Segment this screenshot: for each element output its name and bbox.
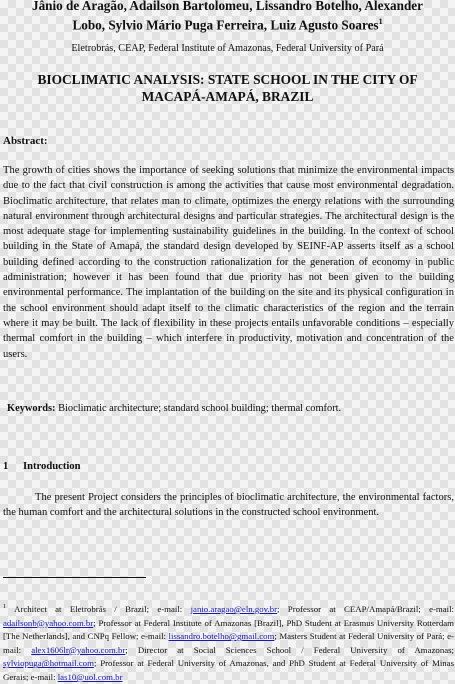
section-number: 1 [3,461,9,472]
email-link-4[interactable]: alex1606lr@yahoo.com.br [31,644,126,655]
footnote-text-1: Architect at Eletrobrás / Brazil; e-mail: [14,603,191,614]
email-link-1[interactable]: janio.aragao@eln.gov.br [190,603,278,614]
footnote-text-5: ; Director at Social Sciences School / Federal University of Amazonas; [125,644,454,655]
author-list [4,0,451,33]
keywords-text: Bioclimatic architecture; standard school building; thermal comfort. [58,403,342,414]
email-link-5[interactable]: sylviopuga@hotmail.com [3,658,94,669]
email-link-2[interactable]: adailsonb@yahoo.com.br [3,617,94,628]
footnote-text-4: ; Masters Student at Federal University of Pará; e-mail: [3,631,454,655]
abstract-heading: Abstract: [3,135,48,147]
title-line-2: MACAPÁ-AMAPÁ, BRAZIL [141,89,314,104]
footnote-text-6: ; Professor at Federal University of Amazonas, and PhD Student at Federal University of Minas Gerais; e-mail: [3,658,454,682]
email-link-3[interactable]: lissandro.botelho@gmail.com [168,631,275,642]
title-line-1: BIOCLIMATIC ANALYSIS: STATE SCHOOL IN THE CITY OF [37,72,418,87]
section-body [3,490,454,521]
section-heading [3,460,81,474]
section-text: The present Project considers the principles of bioclimatic architecture, the environmental factors, the human comfort and the architectural solutions in the constructed school environment. [3,492,454,519]
keywords [7,402,452,416]
footnote-divider [3,577,146,578]
keywords-label: Keywords: [7,403,56,414]
footnote-text-2: ; Professor at CEAP/Amapá/Brazil; e-mail: [277,603,454,614]
email-link-6[interactable]: las10@uol.com.br [57,671,123,682]
author-line-2 [4,14,451,33]
footnote [3,600,454,684]
author-footnote-mark: 1 [378,17,383,26]
abstract-body: The growth of cities shows the importance of seeking solutions that minimize the environmental impacts due to the fact that civil construction is among the activities that cause most environmental degradation. Bioclimatic architecture, that relates man to climate, optimizes the energy relations with the surrounding natural environment through architectural designs and particular strategies. The architectural design is the most adequate stage for implementing sustainability guidelines in the building. In the context of school building in the State of Amapá, the standard design developed by SEINF-AP asserts itself as a school building defined according to the construction rationalization for the generation of economy in public administration; however it has been found that due priority has not been given to the building environmental performance. The implantation of the building on the site and its physical configuration in the school environment should adapt itself to the climatic characteristics of the region and the terrain where it may be built. The lack of flexibility in these projects entails unfavorable conditions – especially thermal comfort in the building – which interfere in productivity, motivation and concentration of the users. [3,165,454,360]
paper-title [12,71,443,105]
footnote-mark: 1 [3,603,7,610]
author-line-2-text: Lobo, Sylvio Mário Puga Ferreira, Luiz Agusto Soares [72,17,379,33]
affiliation: Eletrobrás, CEAP, Federal Institute of Amazonas, Federal University of Pará [71,43,384,54]
footnote-text-3: ; Professor at Federal Institute of Amazonas [Brazil], PhD Student at Erasmus University Rotterdam [The Netherlands], and CNPq Fellow; e-mail: [3,617,454,642]
author-line-1: Jânio de Aragão, Adailson Bartolomeu, Lissandro Botelho, Alexander [31,0,424,13]
section-title: Introduction [23,461,81,472]
